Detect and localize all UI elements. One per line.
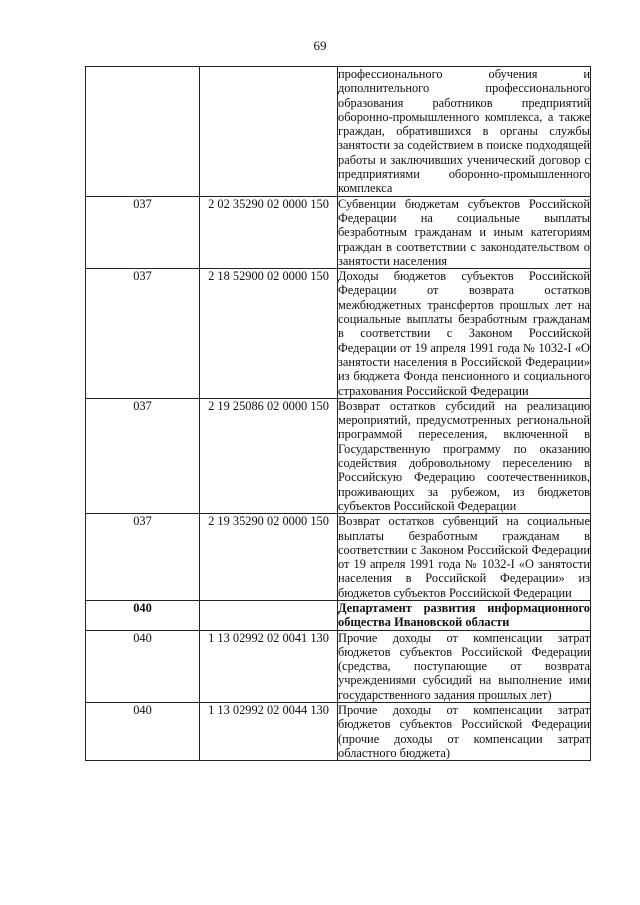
- table-row: [86, 67, 591, 197]
- admin-code-cell: 040: [86, 703, 200, 761]
- kbk-code-cell: 2 02 35290 02 0000 150: [200, 196, 338, 268]
- revenue-name-cell: Возврат остатков субсидий на реализацию мероприятий, предусмотренных региональной программой переселения, включенной в Государственную программу по оказанию содействия добровольному переселению в Российскую Федерацию соотечественников, проживающих за рубежом, из бюджетов субъектов Российской Федерации: [338, 398, 590, 513]
- revenue-name-cell: Субвенции бюджетам субъектов Российской Федерации на социальные выплаты безработным гражданам и иным категориям граждан в соответствии с законодательством о занятости населения: [338, 196, 590, 268]
- admin-code-cell: 037: [86, 196, 200, 268]
- table-row: [86, 703, 591, 761]
- kbk-code-cell: 2 19 35290 02 0000 150: [200, 514, 338, 601]
- revenue-name-cell: Возврат остатков субвенций на социальные выплаты безработным гражданам в соответствии с Законом Российской Федерации от 19 апреля 1991 года № 1032-I «О занятости населения в Российской Федерации» из бюджетов субъектов Российской Федерации: [338, 514, 590, 600]
- admin-code-cell: 037: [86, 398, 200, 513]
- kbk-code-cell: 2 19 25086 02 0000 150: [200, 398, 338, 513]
- table-row: [86, 630, 591, 702]
- revenue-name-cell: профессионального обучения и дополнительного профессионального образования работников предприятий оборонно-промышленного комплекса, а также граждан, обратившихся в органы службы занятости за содействием в поиске подходящей работы и заключивших ученический договор с предприятиями оборонно-промышленного комплекса: [338, 67, 590, 196]
- revenue-name-cell: Прочие доходы от компенсации затрат бюджетов субъектов Российской Федерации (средства, поступающие от возврата учреждениями субсидий на выполнение ими государственного задания прошлых лет): [338, 630, 590, 702]
- table-body: [86, 67, 591, 761]
- table-row: [86, 269, 591, 399]
- kbk-code-cell: [200, 600, 338, 630]
- kbk-code-cell: 1 13 02992 02 0044 130: [200, 703, 338, 761]
- table-row: [86, 196, 591, 268]
- revenue-codes-table: [85, 66, 591, 761]
- admin-code-cell: [86, 67, 200, 197]
- admin-code-cell: 040: [86, 600, 200, 630]
- table-row: [86, 398, 591, 513]
- admin-code-cell: 037: [86, 514, 200, 601]
- table-row: [86, 514, 591, 601]
- kbk-code-cell: 2 18 52900 02 0000 150: [200, 269, 338, 399]
- page-number: 69: [313, 38, 327, 53]
- revenue-name-cell: Доходы бюджетов субъектов Российской Федерации от возврата остатков межбюджетных трансфертов прошлых лет на социальные выплаты безработным гражданам в соответствии с Законом Российской Федерации от 19 апреля 1991 года № 1032-I «О занятости населения в Российской Федерации» из бюджета Фонда пенсионного и социального страхования Российской Федерации: [338, 269, 590, 398]
- admin-code-cell: 037: [86, 269, 200, 399]
- revenue-name-cell: Прочие доходы от компенсации затрат бюджетов субъектов Российской Федерации (прочие доходы от компенсации затрат областного бюджета): [338, 703, 590, 760]
- revenue-name-cell: Департамент развития информационного общества Ивановской области: [338, 600, 590, 630]
- kbk-code-cell: 1 13 02992 02 0041 130: [200, 630, 338, 702]
- kbk-code-cell: [200, 67, 338, 197]
- admin-code-cell: 040: [86, 630, 200, 702]
- table-row: [86, 600, 591, 630]
